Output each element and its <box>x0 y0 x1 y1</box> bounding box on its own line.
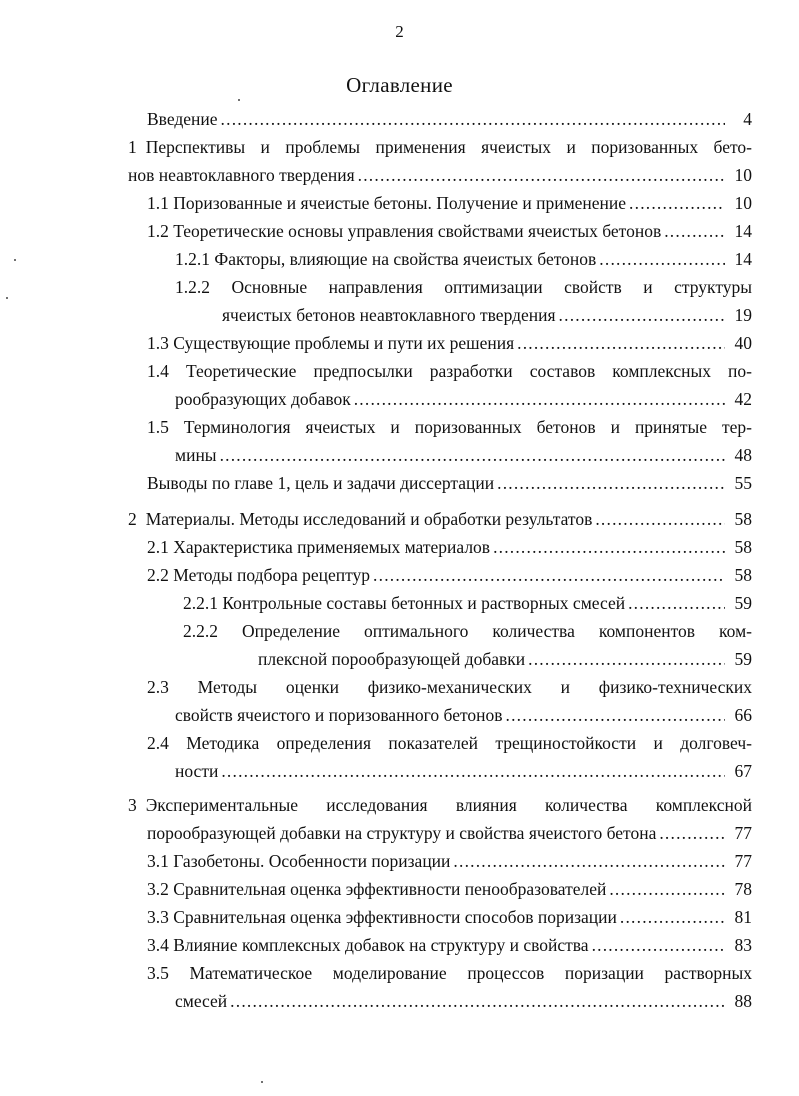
toc-leader <box>453 847 725 875</box>
toc-leader <box>628 589 725 617</box>
toc-entry-text: Перспективы и проблемы применения ячеистых и поризованных бето- <box>145 137 752 157</box>
toc-entry-text: 2.3 Методы оценки физико-механических и физико-технических <box>147 677 752 697</box>
toc-page-number: 4 <box>743 109 752 129</box>
toc-entry-chapter-3-cont[interactable] <box>147 819 752 847</box>
toc-entry-text: 1.2.1 Факторы, влияющие на свойства ячеистых бетонов <box>175 249 597 269</box>
toc-leader <box>358 161 725 189</box>
toc-entry-text: 3.2 Сравнительная оценка эффективности пенообразователей <box>147 879 607 899</box>
toc-entry-chapter-3[interactable] <box>128 791 752 819</box>
page-number: 2 <box>395 22 404 41</box>
toc-page-number: 58 <box>734 537 752 557</box>
toc-entry-chapter-1-cont[interactable] <box>128 161 752 189</box>
toc-leader <box>599 245 725 273</box>
toc-leader <box>609 875 725 903</box>
toc-entry-3-5-cont[interactable] <box>175 987 752 1015</box>
toc-entry-1-5-cont[interactable] <box>175 441 752 469</box>
chapter-number: 3 <box>128 795 137 815</box>
toc-entry-text: 2.2.2 Определение оптимального количества компонентов ком- <box>183 621 752 641</box>
toc-leader <box>592 931 725 959</box>
toc-entry-text: Введение <box>147 109 218 129</box>
chapter-number: 1 <box>128 137 137 157</box>
toc-leader <box>230 987 725 1015</box>
toc-page-number: 10 <box>734 193 752 213</box>
toc-entry-1-2-1[interactable] <box>175 245 752 273</box>
toc-entry-1-2-2[interactable] <box>175 273 752 301</box>
toc-page-number: 78 <box>734 879 752 899</box>
toc-page-number: 77 <box>734 851 752 871</box>
toc-entry-3-1[interactable] <box>147 847 752 875</box>
toc-entry-text: Выводы по главе 1, цель и задачи диссертации <box>147 473 495 493</box>
toc-page-number: 83 <box>734 935 752 955</box>
toc-entry-text: 3.1 Газобетоны. Особенности поризации <box>147 851 451 871</box>
toc-page-number: 59 <box>734 649 752 669</box>
toc-entry-1-4-cont[interactable] <box>175 385 752 413</box>
toc-entry-3-2[interactable] <box>147 875 752 903</box>
toc-entry-1-1[interactable] <box>147 189 752 217</box>
toc-page-number: 14 <box>734 249 752 269</box>
toc-entry-text: 3.4 Влияние комплексных добавок на структуру и свойства <box>147 935 589 955</box>
toc-entry-2-3-cont[interactable] <box>175 701 752 729</box>
toc-entry-text: плексной порообразующей добавки <box>258 649 526 669</box>
toc-leader <box>659 819 725 847</box>
toc-page-number: 59 <box>734 593 752 613</box>
toc-entry-2-4-cont[interactable] <box>175 757 752 785</box>
toc-page-number: 48 <box>734 445 752 465</box>
toc-entry-2-4[interactable] <box>147 729 752 757</box>
toc-leader <box>221 105 725 133</box>
toc-entry-text: 1.2 Теоретические основы управления свойствами ячеистых бетонов <box>147 221 662 241</box>
toc-entry-1-3[interactable] <box>147 329 752 357</box>
toc-entry-text: 1.3 Существующие проблемы и пути их решения <box>147 333 515 353</box>
toc-entry-conclusions-1[interactable] <box>147 469 752 497</box>
toc-entry-3-4[interactable] <box>147 931 752 959</box>
toc-entry-text: 2.4 Методика определения показателей трещиностойкости и долговеч- <box>147 733 752 753</box>
toc-entry-3-5[interactable] <box>147 959 752 987</box>
toc-entry-text: 3.3 Сравнительная оценка эффективности способов поризации <box>147 907 617 927</box>
toc-entry-text: 2.2 Методы подбора рецептур <box>147 565 371 585</box>
toc-entry-2-2-1[interactable] <box>183 589 752 617</box>
toc-leader <box>493 533 725 561</box>
toc-page-number: 58 <box>734 509 752 529</box>
toc-entry-text: 3.5 Математическое моделирование процессов поризации растворных <box>147 963 752 983</box>
toc-entry-text: рообразующих добавок <box>175 389 351 409</box>
toc-page-number: 88 <box>734 991 752 1011</box>
toc-leader <box>221 757 725 785</box>
page-title: Оглавление <box>346 73 453 97</box>
toc-entry-2-1[interactable] <box>147 533 752 561</box>
toc-page-number: 19 <box>734 305 752 325</box>
toc-page-number: 66 <box>734 705 752 725</box>
toc-page-number: 67 <box>734 761 752 781</box>
toc-entry-2-3[interactable] <box>147 673 752 701</box>
toc-entry-text: ности <box>175 761 219 781</box>
scan-speck <box>6 297 8 299</box>
toc-page-number: 55 <box>734 473 752 493</box>
toc-entry-text: 1.5 Терминология ячеистых и поризованных бетонов и принятые тер- <box>147 417 752 437</box>
toc-entry-text: нов неавтоклавного твердения <box>128 165 355 185</box>
scan-speck <box>238 99 240 101</box>
toc-leader <box>373 561 725 589</box>
scan-speck <box>261 1081 263 1083</box>
toc-leader <box>220 441 725 469</box>
toc-leader <box>528 645 725 673</box>
toc-page-number: 10 <box>734 165 752 185</box>
toc-entry-1-2-2-cont[interactable] <box>222 301 752 329</box>
chapter-number: 2 <box>128 509 137 529</box>
toc-entry-text: смесей <box>175 991 228 1011</box>
toc-page-number: 81 <box>734 907 752 927</box>
toc-entry-chapter-2[interactable] <box>128 505 752 533</box>
toc-entry-text: Экспериментальные исследования влияния количества комплексной <box>145 795 752 815</box>
toc-entry-text: мины <box>175 445 217 465</box>
toc-leader <box>506 701 725 729</box>
toc-entry-1-5[interactable] <box>147 413 752 441</box>
toc-leader <box>517 329 725 357</box>
scan-speck <box>14 259 16 261</box>
toc-leader <box>664 217 725 245</box>
toc-entry-2-2[interactable] <box>147 561 752 589</box>
toc-leader <box>497 469 725 497</box>
toc-entry-chapter-1[interactable] <box>128 133 752 161</box>
toc-leader <box>559 301 725 329</box>
toc-leader <box>629 189 725 217</box>
toc-page-number: 40 <box>734 333 752 353</box>
toc-entry-text: 1.2.2 Основные направления оптимизации свойств и структуры <box>175 277 752 297</box>
toc-entry-text: 1.4 Теоретические предпосылки разработки составов комплексных по- <box>147 361 752 381</box>
toc-page-number: 14 <box>734 221 752 241</box>
toc-leader <box>595 505 725 533</box>
toc-entry-1-4[interactable] <box>147 357 752 385</box>
toc-entry-text: 2.2.1 Контрольные составы бетонных и растворных смесей <box>183 593 626 613</box>
toc-page-number: 42 <box>734 389 752 409</box>
toc-entry-text: 2.1 Характеристика применяемых материалов <box>147 537 491 557</box>
toc-entry-introduction[interactable] <box>147 105 752 133</box>
toc-entry-text: ячеистых бетонов неавтоклавного твердения <box>222 305 556 325</box>
toc-entry-text: порообразующей добавки на структуру и свойства ячеистого бетона <box>147 823 657 843</box>
toc-entry-3-3[interactable] <box>147 903 752 931</box>
toc-entry-text: 1.1 Поризованные и ячеистые бетоны. Получение и применение <box>147 193 627 213</box>
toc-entry-1-2[interactable] <box>147 217 752 245</box>
toc-page-number: 58 <box>734 565 752 585</box>
toc-entry-2-2-2[interactable] <box>183 617 752 645</box>
toc-entry-text: свойств ячеистого и поризованного бетонов <box>175 705 503 725</box>
toc-page-number: 77 <box>734 823 752 843</box>
toc-leader <box>620 903 725 931</box>
toc-entry-text: Материалы. Методы исследований и обработки результатов <box>145 509 593 529</box>
toc-entry-2-2-2-cont[interactable] <box>258 645 752 673</box>
toc-leader <box>354 385 725 413</box>
